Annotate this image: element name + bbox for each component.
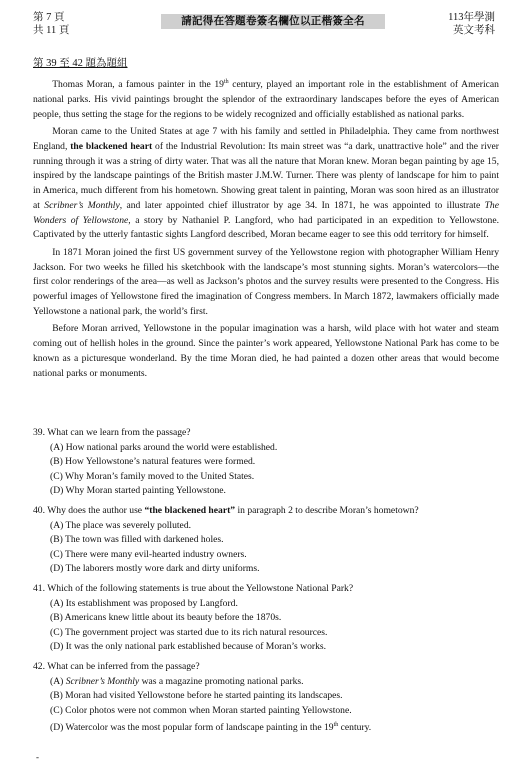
question-stem: 42. What can be inferred from the passage? [33,660,200,672]
question-42 [33,660,499,736]
page-number: 第 7 頁 [33,12,65,23]
question-stem: 40. Why does the author use “the blackened heart” in paragraph 2 to describe Moran’s hometown? [33,504,419,516]
question-41 [33,582,499,655]
question-39 [33,426,499,499]
option-b: (B) Americans knew little about its beauty before the 1870s. [50,612,282,624]
option-a: (A) Its establishment was proposed by Langford. [50,597,238,609]
question-40 [33,504,499,577]
section-title: 第 39 至 42 題為題組 [33,58,128,69]
option-b: (B) The town was filled with darkened holes. [50,534,224,546]
page-total: 共 11 頁 [33,25,70,36]
option-b: (B) Moran had visited Yellowstone before he started painting its landscapes. [50,690,343,702]
exam-subject: 英文考科 [453,25,495,36]
option-c: (C) There were many evil-hearted industry owners. [50,548,247,560]
option-c: (C) Color photos were not common when Moran started painting Yellowstone. [50,704,352,716]
option-c: (C) The government project was started due to its rich natural resources. [50,626,328,638]
option-a: (A) How national parks around the world were established. [50,441,278,453]
question-list [33,426,499,741]
page-header [33,11,495,43]
signature-instruction: 請記得在答題卷簽名欄位以正楷簽全名 [161,14,385,29]
paragraph-1: Thomas Moran, a famous painter in the 19th century, played an important role in the establishment of American national parks. His vivid paintings brought the splendor of the extraordinary landscapes before the eyes of American people, thus setting the stage for the regions to be widely recognized and officially established as national parks. [33,79,499,120]
option-d: (D) It was the only national park established because of Moran’s works. [50,641,327,653]
option-a: (A) The place was severely polluted. [50,519,192,531]
paragraph-2: Moran came to the United States at age 7 with his family and settled in Philadelphia. They came from northwest England, the blackened heart of the Industrial Revolution: Its main street was “a dark, unattractive hole” and the river running through it was a string of dirty water. That was all the nature that Moran knew. Moran began painting by age 15, inspired by the landscape paintings of the British master J.M.W. Turner. There was plenty of landscape for him to paint in America, much different from his hometown. Showing great talent in painting, Moran was soon hired as an illustrator at Scribner’s Monthly, and later appointed chief illustrator by age 34. In 1871, he was appointed to illustrate The Wonders of Yellowstone, a story by Nathaniel P. Langford, who had participated in an expedition to Yellowstone. Captivated by the utterly fantastic sights Langford described, Moran became eager to see this odd territory for himself. [33,126,499,241]
paragraph-4: Before Moran arrived, Yellowstone in the popular imagination was a harsh, wild place with hot water and steam coming out of hellish holes in the ground. Since the painter’s work appeared, Yellowstone National Park has come to be known as a picturesque wonderland. By the time Moran died, he had painted a dozen other areas that would become national parks or monuments. [33,323,499,379]
option-d: (D) Why Moran started painting Yellowstone. [50,485,226,497]
option-c: (C) Why Moran’s family moved to the United States. [50,470,255,482]
page-number-block [33,11,69,37]
reading-passage [33,75,499,384]
option-a: (A) Scribner’s Monthly was a magazine promoting national parks. [50,675,304,687]
page-footer-mark: - [36,752,39,762]
question-stem: 41. Which of the following statements is true about the Yellowstone National Park? [33,582,354,594]
option-b: (B) How Yellowstone’s natural features were formed. [50,456,256,468]
exam-year: 113年學測 [448,12,495,23]
option-d: (D) Watercolor was the most popular form of landscape painting in the 19th century. [50,722,372,734]
option-d: (D) The laborers mostly wore dark and dirty uniforms. [50,563,260,575]
question-stem: 39. What can we learn from the passage? [33,427,191,438]
paragraph-3: In 1871 Moran joined the first US government survey of the Yellowstone region with photographer William Henry Jackson. For two weeks he filled his sketchbook with the landscape’s most stunning sights. Moran’s watercolors—the first color renderings of the area—as well as Jackson’s photos and the survey results were presented to the Congress. His powerful images of Yellowstone fired the imagination of Congress members. In March 1872, lawmakers officially made Yellowstone a national park, the world’s first. [33,246,499,317]
exam-info [448,11,495,37]
